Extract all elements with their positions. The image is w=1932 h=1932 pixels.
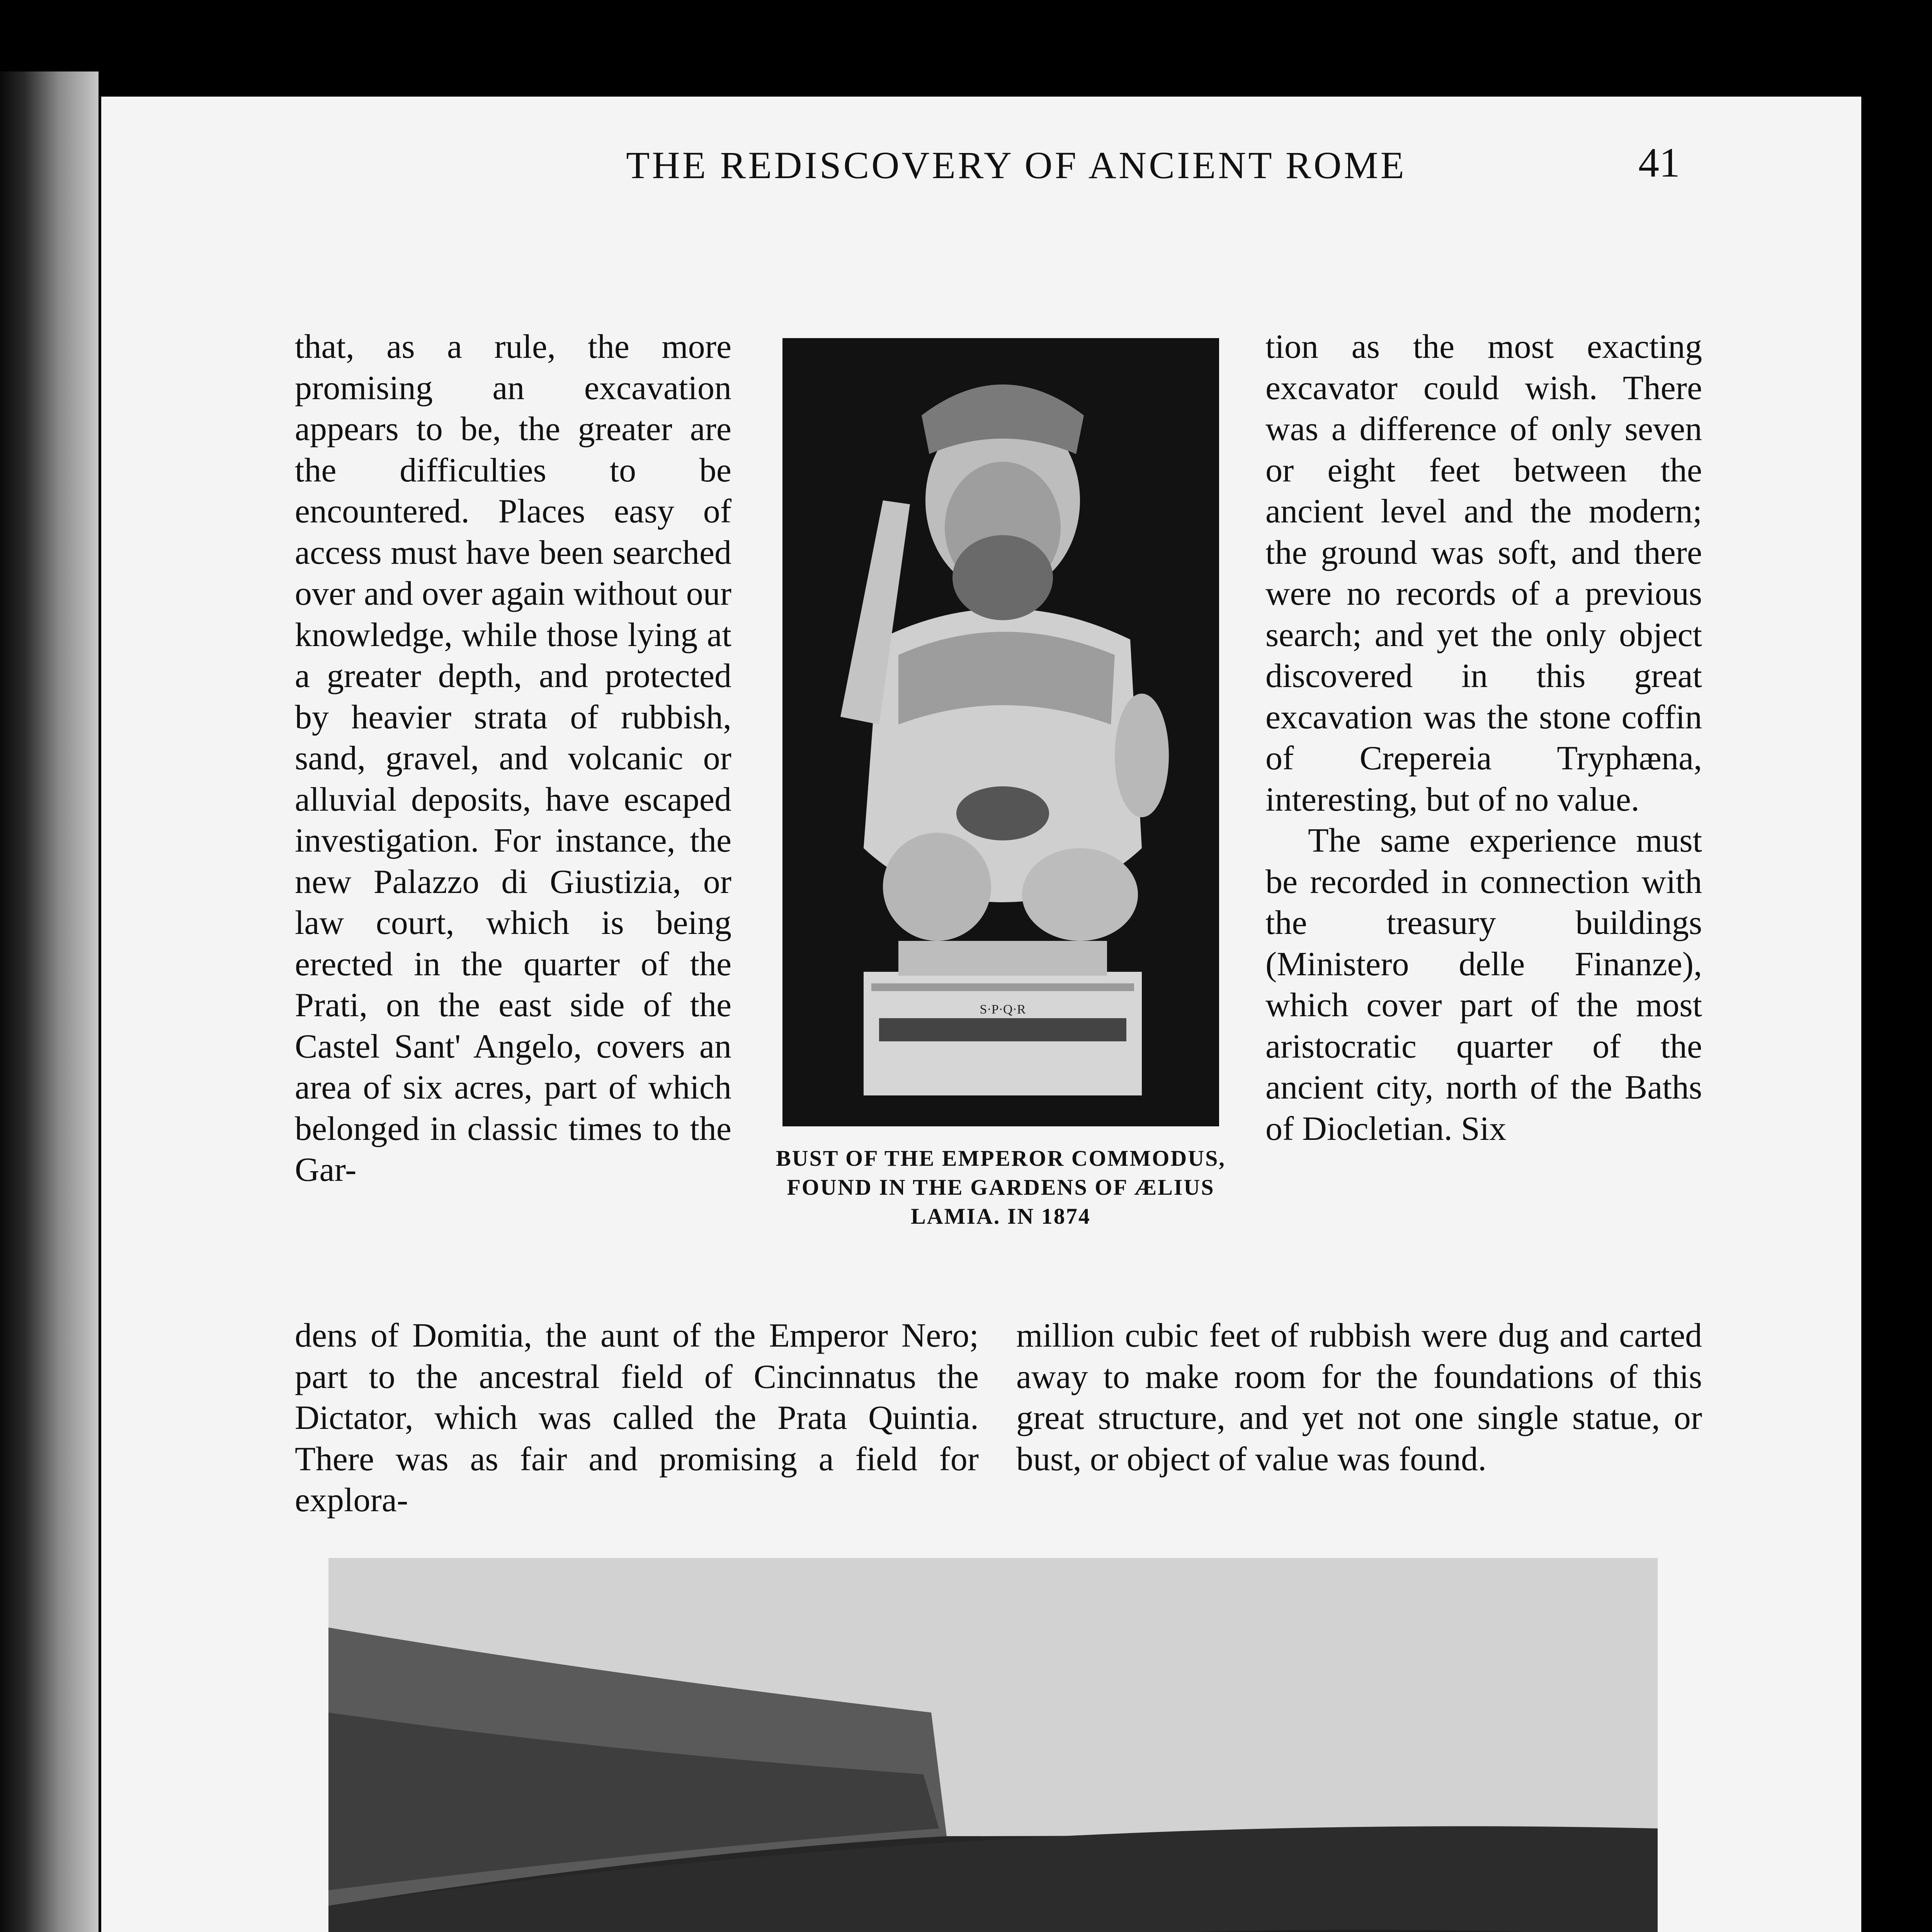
book-gutter-edge [0, 71, 99, 1932]
plinth-inscription: S·P·Q·R [980, 1002, 1026, 1017]
colosseum-photo [328, 1558, 1658, 1932]
lower-right-text [1016, 1315, 1702, 1480]
lower-left-paragraph: dens of Domitia, the aunt of the Emperor Nero; part to the ancestral field of Cincinnatus the Dictator, which was called the Prata Quintia. There was as fair and promising a field for explora- [295, 1317, 979, 1519]
bust-of-commodus-image [782, 338, 1219, 1126]
colosseum-interior-image [328, 1558, 1658, 1932]
right-column [1265, 327, 1702, 1150]
lower-left-text [295, 1315, 979, 1521]
right-column-paragraph-2: The same experience must be recorded in connection with the treasury buildings (Ministero delle Finanze), which cover part of the most aristocratic quarter of the ancient city, north of the Baths of Diocletian. Six [1265, 822, 1702, 1148]
left-column [295, 327, 731, 1191]
right-column-paragraph-1: tion as the most exacting excavator could wish. There was a difference of only seven or eight feet between the ancient level and the modern; the ground was soft, and there were no records of a previous search; and yet the only object discovered in this great excavation was the stone coffin of Crepereia Tryphæna, interesting, but of no value. [1265, 328, 1702, 818]
bust-photo [782, 338, 1219, 1126]
bust-caption: BUST OF THE EMPEROR COMMODUS, FOUND IN THE GARDENS OF ÆLIUS LAMIA. IN 1874 [776, 1146, 1226, 1229]
page-number: 41 [1638, 140, 1680, 186]
running-head: THE REDISCOVERY OF ANCIENT ROME [626, 144, 1406, 187]
lower-right-paragraph: million cubic feet of rubbish were dug and carted away to make room for the foundations of this great structure, and yet not one single statue, or bust, or object of value was found. [1016, 1317, 1702, 1478]
left-column-text: that, as a rule, the more promising an excavation appears to be, the greater are the difficulties to be encountered. Places easy of access must have been searched over and over again without our knowledge, while those lying at a greater depth, and protected by heavier strata of rubbish, sand, gravel, and volcanic or alluvial deposits, have escaped investigation. For instance, the new Palazzo di Giustizia, or law court, which is being erected in the quarter of the Prati, on the east side of the Castel Sant' Angelo, covers an area of six acres, part of which belonged in classic times to the Gar- [295, 328, 731, 1189]
